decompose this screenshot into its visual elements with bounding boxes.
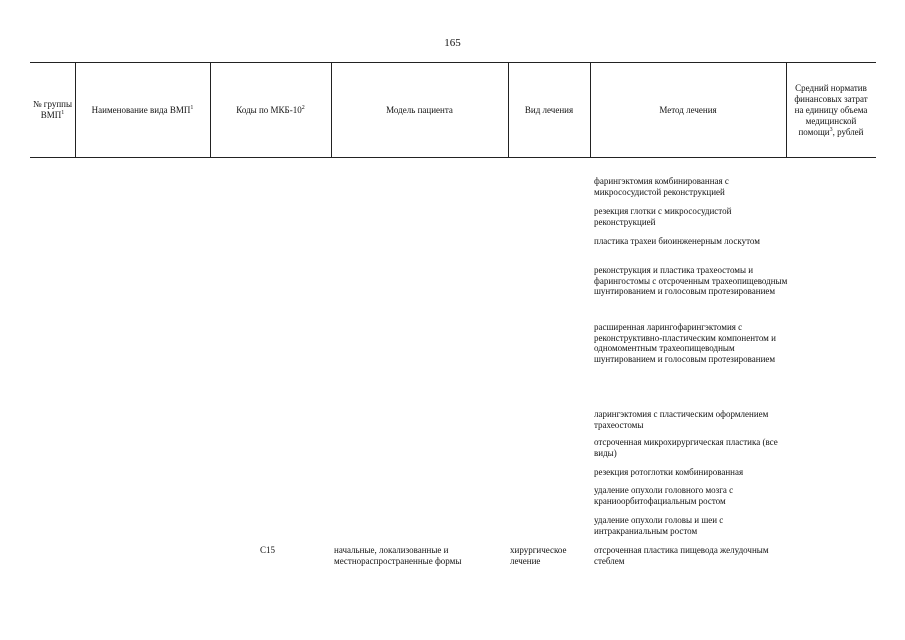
method-item: резекция ротоглотки комбинированная — [594, 467, 744, 477]
method-item: пластика трахеи биоинженерным лоскутом — [594, 236, 760, 246]
table-header — [30, 62, 876, 158]
header-icd-codes: Коды по МКБ-$10^2$ — [236, 104, 305, 115]
patient-model-text: начальные, локализованные и местнораспространенные формы — [334, 545, 462, 566]
method-item: удаление опухоли головы и шеи с интракраниальным ростом — [594, 515, 724, 536]
header-vmp-name: Наименование вида ВМП$^1$ — [91, 104, 194, 115]
method-item: расширенная ларингофарингэктомия с реконструктивно-пластическим компонентом и одномоментным трахеопищеводным шунтированием и голосовым протезированием — [594, 322, 776, 364]
header-treatment-type: Вид лечения — [524, 104, 574, 115]
method-item: фарингэктомия комбинированная с микрососудистой реконструкцией — [594, 176, 729, 197]
header-patient-model: Модель пациента — [386, 104, 453, 115]
header-average-norm: Средний норматив финансовых затрат на единицу объема медицинской помощи$^3$, рублей — [794, 82, 868, 137]
method-item: реконструкция и пластика трахеостомы и фарингостомы с отсроченным трахеопищеводным шунтированием и голосовым протезированием — [594, 265, 788, 296]
method-item: резекция глотки с микрососудистой реконструкцией — [594, 206, 732, 227]
header-group-number: № группы ВМП$^1$ — [32, 99, 73, 120]
method-item: удаление опухоли головного мозга с краниоорбитофациальным ростом — [594, 485, 734, 506]
method-text: отсроченная пластика пищевода желудочным стеблем — [594, 545, 769, 566]
page-number: 165 — [444, 37, 461, 49]
method-item: ларингэктомия с пластическим оформлением трахеостомы — [594, 409, 769, 430]
treatment-type-text: хирургическое лечение — [510, 545, 567, 566]
header-treatment-method: Метод лечения — [659, 104, 717, 115]
method-item: отсроченная микрохирургическая пластика (все виды) — [594, 437, 778, 458]
icd-code: C15 — [260, 545, 276, 555]
